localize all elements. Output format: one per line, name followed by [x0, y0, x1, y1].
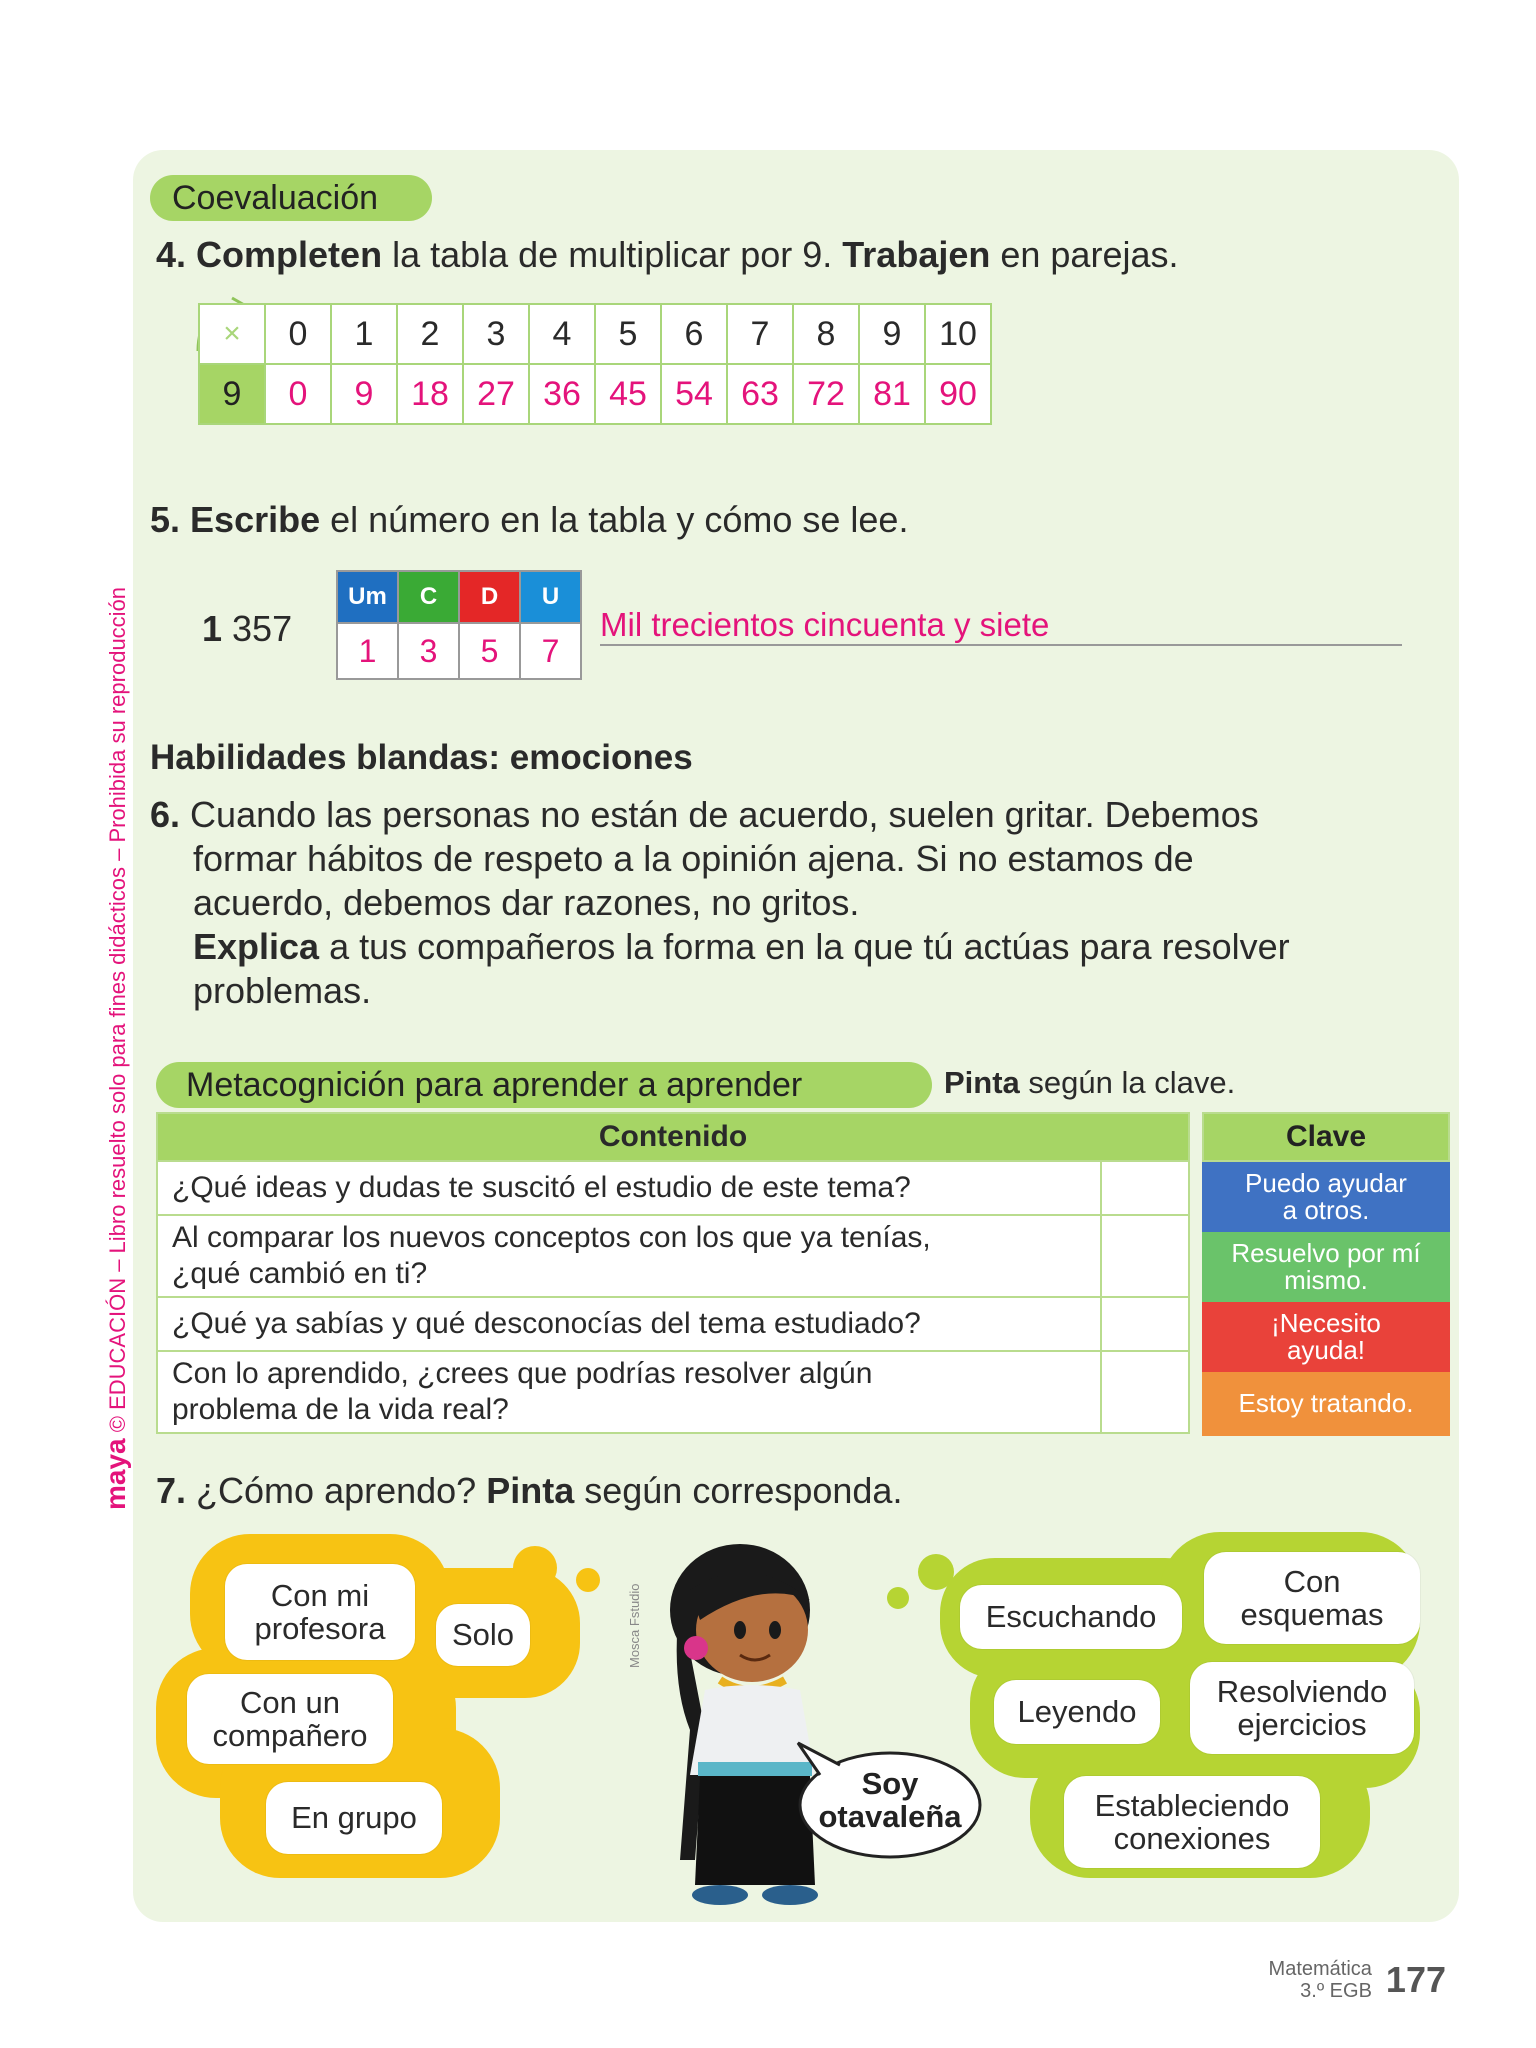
answer-cell[interactable]: 27 [463, 364, 529, 424]
mult-col: 7 [727, 304, 793, 364]
option-text: Con un [240, 1684, 340, 1720]
metacognicion-pill [156, 1062, 932, 1108]
option-text: conexiones [1113, 1821, 1271, 1856]
illustration-credit: Mosca Fstudio [627, 1583, 642, 1668]
pv-value[interactable]: 1 [337, 623, 398, 679]
answer-cell[interactable]: 54 [661, 364, 727, 424]
q4-verb1: Completen [196, 234, 383, 275]
pv-header-row [337, 571, 581, 623]
clave-text: a otros. [1282, 1195, 1370, 1225]
page-footer [1269, 1958, 1446, 2002]
mult-col: 6 [661, 304, 727, 364]
q6-number: 6. [150, 794, 181, 835]
meta-row [157, 1351, 1189, 1433]
pv-header-u: U [520, 571, 581, 623]
option-text: ejercicios [1237, 1707, 1367, 1742]
answer-cell[interactable]: 0 [265, 364, 331, 424]
speech-line: Soy [861, 1766, 919, 1801]
meta-paint-box[interactable] [1101, 1351, 1189, 1433]
q5-number: 5. [150, 499, 181, 540]
meta-question [157, 1297, 1101, 1351]
option-con-mi-profesora[interactable] [225, 1564, 415, 1660]
pv-header-c: C [398, 571, 459, 623]
option-leyendo[interactable] [994, 1680, 1160, 1744]
place-value-table [336, 570, 582, 680]
q4-number: 4. [156, 234, 187, 275]
option-con-esquemas[interactable] [1204, 1552, 1420, 1644]
pv-value[interactable]: 5 [459, 623, 520, 679]
q6-verb: Explica [193, 926, 320, 967]
option-text: Estableciendo [1094, 1787, 1290, 1823]
coevaluacion-label: Coevaluación [172, 178, 379, 217]
meta-q-line: problema de la vida real? [172, 1393, 509, 1426]
multiplication-table [198, 303, 992, 425]
option-text: profesora [254, 1611, 386, 1646]
question-5 [150, 497, 908, 542]
option-text: Resolviendo [1216, 1673, 1388, 1709]
q4-text1: la tabla de multiplicar por 9. [382, 234, 843, 275]
option-estableciendo-conexiones[interactable] [1064, 1776, 1320, 1868]
option-text: En grupo [291, 1800, 417, 1836]
clave-text: Estoy tratando. [1238, 1388, 1414, 1419]
meta-q-line: Al comparar los nuevos conceptos con los que ya tenías, [172, 1221, 931, 1254]
q5-text: el número en la tabla y cómo se lee. [320, 499, 909, 540]
footer-grade: 3.º EGB [1300, 1980, 1372, 2002]
q7-number: 7. [156, 1470, 187, 1511]
brand-logo-text: maya [100, 1438, 131, 1510]
metacog-text: según la clave. [1019, 1065, 1236, 1100]
mult-col: 8 [793, 304, 859, 364]
q7-text2: según corresponda. [574, 1470, 903, 1511]
clave-header: Clave [1202, 1112, 1450, 1162]
mult-col: 4 [529, 304, 595, 364]
option-en-grupo[interactable] [266, 1782, 442, 1854]
clave-text: ayuda! [1286, 1335, 1366, 1365]
q4-text2: en parejas. [990, 234, 1179, 275]
q4-verb2: Trabajen [842, 234, 991, 275]
q6-line5: problemas. [193, 970, 372, 1011]
speech-line: otavaleña [818, 1798, 962, 1834]
option-con-un-companero[interactable] [187, 1674, 393, 1764]
q5-verb: Escribe [190, 499, 321, 540]
mult-col: 5 [595, 304, 661, 364]
q7-verb: Pinta [486, 1470, 575, 1511]
mult-col: 10 [925, 304, 991, 364]
clave-item-ayudar [1202, 1162, 1450, 1232]
answer-cell[interactable]: 36 [529, 364, 595, 424]
pv-header-um: Um [337, 571, 398, 623]
copyright-sidebar [100, 587, 132, 1510]
question-4 [156, 232, 1178, 277]
meta-row [157, 1297, 1189, 1351]
answer-cell[interactable]: 18 [397, 364, 463, 424]
q6-line3: acuerdo, debemos dar razones, no gritos. [193, 882, 860, 923]
speech-text [800, 1768, 980, 1833]
pv-value[interactable]: 7 [520, 623, 581, 679]
pv-value[interactable]: 3 [398, 623, 459, 679]
option-text: compañero [212, 1718, 368, 1753]
answer-cell[interactable]: 45 [595, 364, 661, 424]
option-text: Con [1283, 1563, 1341, 1599]
clave-item-tratando [1202, 1372, 1450, 1436]
clave-item-necesito [1202, 1302, 1450, 1372]
mult-header-row [199, 304, 991, 364]
number-reading-answer[interactable]: Mil trecientos cincuenta y siete [600, 606, 1402, 646]
meta-q-line: ¿Qué ideas y dudas te suscitó el estudio de este tema? [172, 1171, 911, 1204]
question-6 [150, 793, 1290, 1013]
option-resolviendo-ejercicios[interactable] [1190, 1662, 1414, 1754]
meta-q-line: ¿Qué ya sabías y qué desconocías del tema estudiado? [172, 1307, 921, 1340]
footer-subject-name: Matemática [1268, 1958, 1372, 1980]
meta-q-line: ¿qué cambió en ti? [172, 1257, 428, 1290]
meta-q-line: Con lo aprendido, ¿crees que podrías resolver algún [172, 1357, 873, 1390]
meta-question [157, 1161, 1101, 1215]
q6-line1: Cuando las personas no están de acuerdo, suelen gritar. Debemos [190, 794, 1259, 835]
option-solo[interactable] [436, 1604, 530, 1666]
meta-header: Contenido [157, 1113, 1189, 1161]
page-number: 177 [1385, 1959, 1446, 2000]
option-text: Escuchando [985, 1599, 1157, 1635]
answer-cell[interactable]: 9 [331, 364, 397, 424]
meta-row [157, 1161, 1189, 1215]
clave-legend [1202, 1112, 1450, 1436]
answer-cell[interactable]: 90 [925, 364, 991, 424]
clave-item-resuelvo [1202, 1232, 1450, 1302]
coevaluacion-pill [150, 175, 432, 221]
meta-header-row [157, 1113, 1189, 1161]
mult-col: 9 [859, 304, 925, 364]
mult-answer-row [199, 364, 991, 424]
answer-cell[interactable]: 81 [859, 364, 925, 424]
pv-values-row [337, 623, 581, 679]
option-text: Solo [451, 1617, 515, 1653]
clave-text: Resuelvo por mí [1231, 1237, 1421, 1268]
number-thousands: 1 [202, 608, 223, 649]
mult-col: 0 [265, 304, 331, 364]
option-text: Con mi [270, 1577, 370, 1613]
option-text: Leyendo [1017, 1694, 1137, 1730]
meta-row [157, 1215, 1189, 1297]
metacog-verb: Pinta [944, 1065, 1020, 1100]
option-escuchando[interactable] [960, 1585, 1182, 1649]
number-rest: 357 [222, 608, 293, 649]
mult-col: 1 [331, 304, 397, 364]
meta-paint-box[interactable] [1101, 1297, 1189, 1351]
mult-col: 3 [463, 304, 529, 364]
factor-cell: 9 [199, 364, 265, 424]
pv-header-d: D [459, 571, 520, 623]
clave-text: Puedo ayudar [1245, 1167, 1407, 1198]
habilidades-title: Habilidades blandas: emociones [150, 738, 693, 777]
meta-question [157, 1351, 1101, 1433]
footer-subject [1269, 1958, 1372, 2002]
option-text: esquemas [1240, 1597, 1384, 1632]
q7-text1: ¿Cómo aprendo? [196, 1470, 487, 1511]
clave-text: ¡Necesito [1271, 1307, 1381, 1338]
metacognition-table [156, 1112, 1190, 1434]
answer-cell[interactable]: 63 [727, 364, 793, 424]
meta-paint-box[interactable] [1101, 1161, 1189, 1215]
q6-line2: formar hábitos de respeto a la opinión ajena. Si no estamos de [193, 838, 1194, 879]
answer-cell[interactable]: 72 [793, 364, 859, 424]
metacog-instruction [944, 1064, 1235, 1103]
clave-text: mismo. [1284, 1265, 1368, 1295]
q5-number-display [202, 606, 292, 651]
question-7 [156, 1468, 902, 1513]
copyright-text: © EDUCACIÓN – Libro resuelto solo para fines didácticos – Prohibida su reproducción [105, 586, 130, 1433]
q6-line4: a tus compañeros la forma en la que tú actúas para resolver [319, 926, 1290, 967]
mult-col: 2 [397, 304, 463, 364]
metacognicion-label: Metacognición para aprender a aprender [186, 1065, 803, 1104]
times-symbol: × [199, 304, 265, 364]
meta-question [157, 1215, 1101, 1297]
meta-paint-box[interactable] [1101, 1215, 1189, 1297]
